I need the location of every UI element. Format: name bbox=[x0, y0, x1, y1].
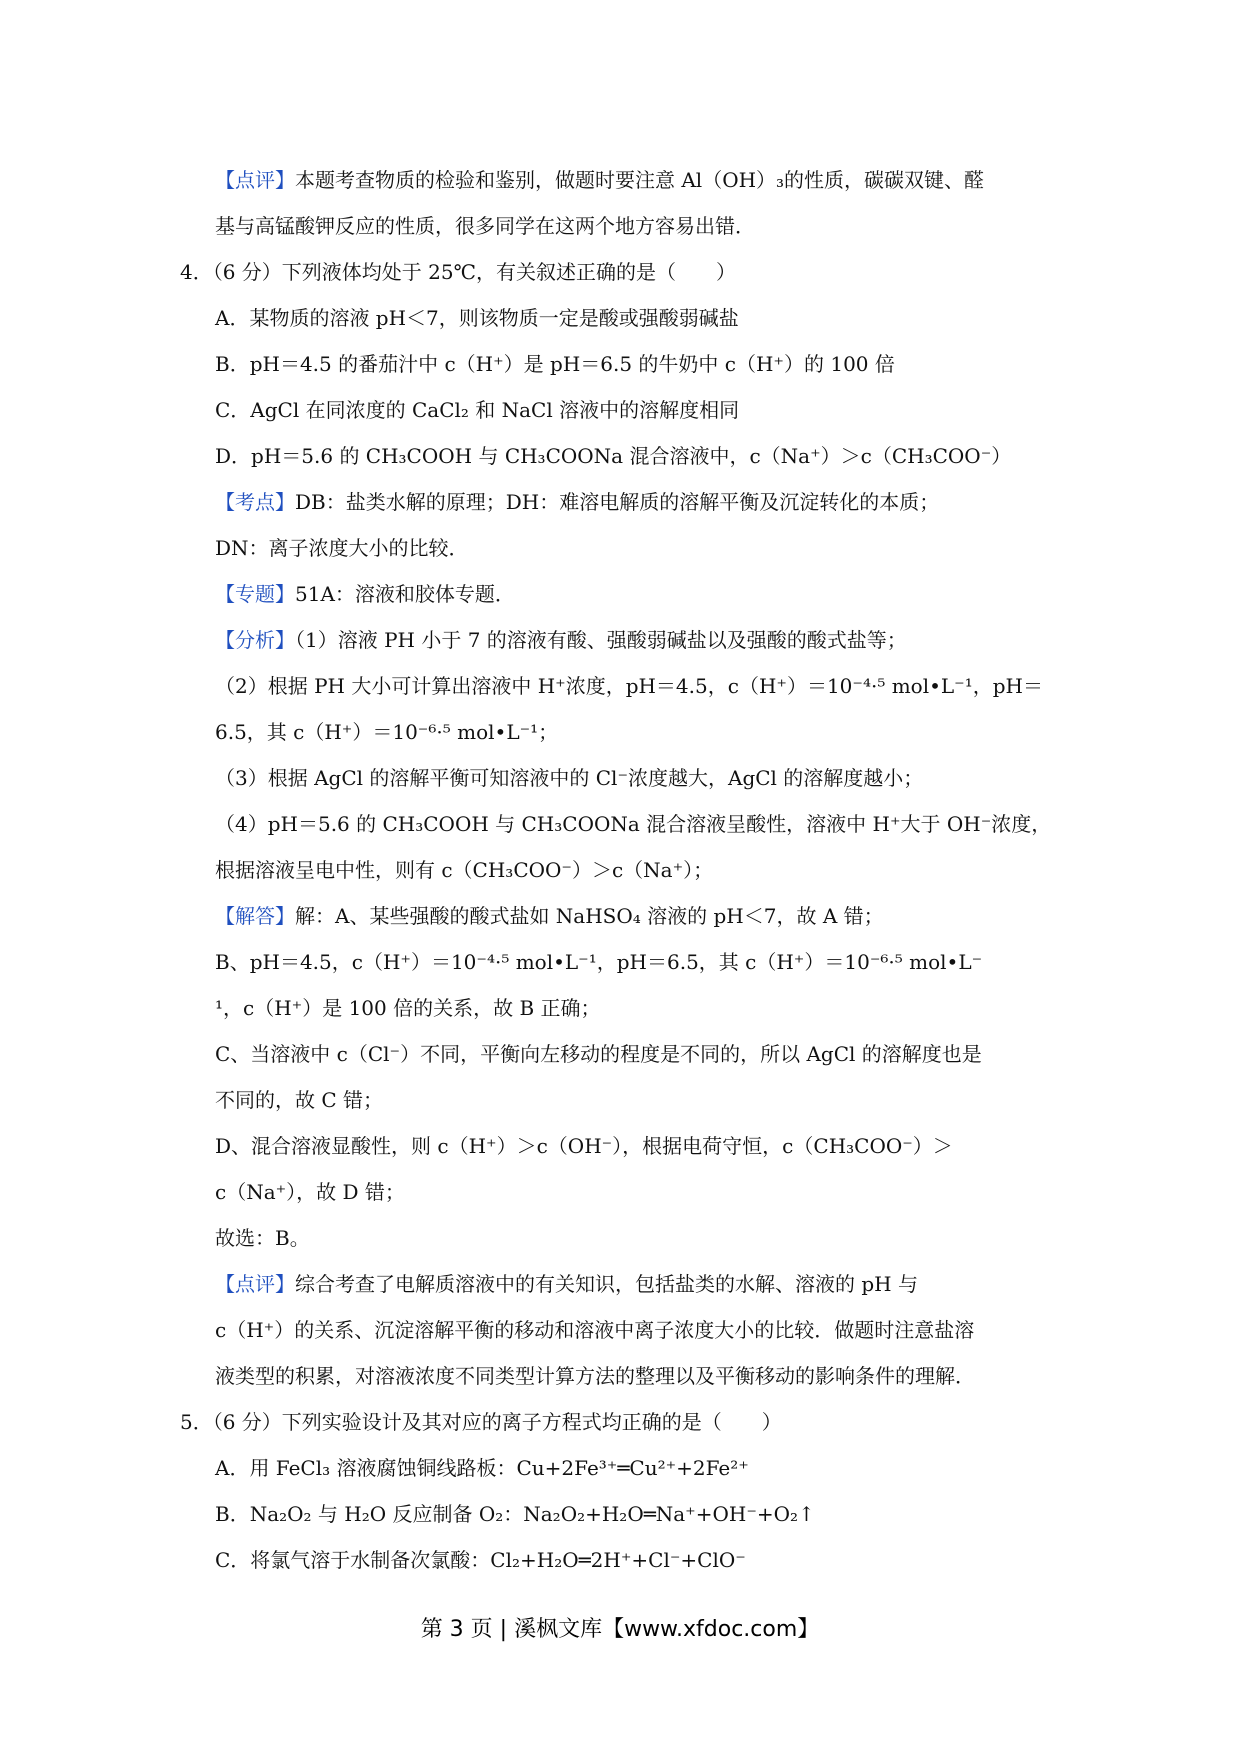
q4-fenxi-line-5: （4）pH＝5.6 的 CH₃COOH 与 CH₃COONa 混合溶液呈酸性，溶液中 H⁺大于 OH⁻浓度， bbox=[215, 812, 1052, 836]
jieda-tag: 【解答】 bbox=[215, 904, 295, 928]
dianping-text-1: 综合考查了电解质溶液中的有关知识，包括盐类的水解、溶液的 pH 与 bbox=[295, 1272, 918, 1296]
kaodian-tag: 【考点】 bbox=[215, 490, 295, 514]
prev-comment-text-1: 本题考查物质的检验和鉴别，做题时要注意 Al（OH）₃的性质，碳碳双键、醛 bbox=[295, 168, 985, 192]
q5-option-b: B．Na₂O₂ 与 H₂O 反应制备 O₂：Na₂O₂+H₂O═Na⁺+OH⁻+O₂↑ bbox=[215, 1502, 815, 1526]
q4-kaodian-line-2: DN：离子浓度大小的比较． bbox=[215, 536, 469, 560]
fenxi-text-1: （1）溶液 PH 小于 7 的溶液有酸、强酸弱碱盐以及强酸的酸式盐等； bbox=[295, 628, 907, 652]
q4-fenxi-line-2: （2）根据 PH 大小可计算出溶液中 H⁺浓度，pH＝4.5，c（H⁺）＝10⁻⁴·⁵ mol•L⁻¹，pH＝ bbox=[215, 674, 1043, 698]
jieda-text-a: 解：A、某些强酸的酸式盐如 NaHSO₄ 溶液的 pH＜7，故 A 错； bbox=[295, 904, 884, 928]
prev-comment-line-1 bbox=[215, 166, 984, 194]
q4-jieda-line-4: C、当溶液中 c（Cl⁻）不同，平衡向左移动的程度是不同的，所以 AgCl 的溶解度也是 bbox=[215, 1042, 982, 1066]
q4-kaodian-line-1 bbox=[215, 488, 939, 516]
page-footer: 第 3 页 | 溪枫文库【www.xfdoc.com】 bbox=[420, 1617, 820, 1642]
zhuanti-tag: 【专题】 bbox=[215, 582, 295, 606]
q4-option-c: C．AgCl 在同浓度的 CaCl₂ 和 NaCl 溶液中的溶解度相同 bbox=[215, 398, 740, 422]
q4-jieda-line-8: 故选：B。 bbox=[215, 1226, 310, 1250]
q4-jieda-line-3: ¹，c（H⁺）是 100 倍的关系，故 B 正确； bbox=[215, 996, 601, 1020]
q4-option-b: B．pH＝4.5 的番茄汁中 c（H⁺）是 pH＝6.5 的牛奶中 c（H⁺）的 100 倍 bbox=[215, 352, 895, 376]
dianping-tag: 【点评】 bbox=[215, 1272, 295, 1296]
q4-fenxi-line-3: 6.5，其 c（H⁺）＝10⁻⁶·⁵ mol•L⁻¹； bbox=[215, 720, 559, 744]
q5-stem: 5．（6 分）下列实验设计及其对应的离子方程式均正确的是（ ） bbox=[180, 1410, 782, 1434]
q4-dianping-line-3: 液类型的积累，对溶液浓度不同类型计算方法的整理以及平衡移动的影响条件的理解． bbox=[215, 1364, 975, 1388]
q4-fenxi-line-4: （3）根据 AgCl 的溶解平衡可知溶液中的 Cl⁻浓度越大，AgCl 的溶解度越小； bbox=[215, 766, 924, 790]
fenxi-tag: 【分析】 bbox=[215, 628, 295, 652]
q4-jieda-line-5: 不同的，故 C 错； bbox=[215, 1088, 384, 1112]
q4-jieda-line-7: c（Na⁺），故 D 错； bbox=[215, 1180, 405, 1204]
kaodian-text-1: DB：盐类水解的原理；DH：难溶电解质的溶解平衡及沉淀转化的本质； bbox=[295, 490, 940, 514]
q4-option-d: D．pH＝5.6 的 CH₃COOH 与 CH₃COONa 混合溶液中，c（Na⁺）＞c（CH₃COO⁻） bbox=[215, 444, 1012, 468]
prev-comment-line-2: 基与高锰酸钾反应的性质，很多同学在这两个地方容易出错． bbox=[215, 214, 755, 238]
q4-option-a: A．某物质的溶液 pH＜7，则该物质一定是酸或强酸弱碱盐 bbox=[215, 306, 739, 330]
q4-jieda-line-6: D、混合溶液显酸性，则 c（H⁺）＞c（OH⁻），根据电荷守恒，c（CH₃COO⁻）＞ bbox=[215, 1134, 953, 1158]
comment-tag: 【点评】 bbox=[215, 168, 295, 192]
q4-zhuanti bbox=[215, 580, 515, 608]
q4-jieda-line-1 bbox=[215, 902, 884, 930]
zhuanti-text: 51A：溶液和胶体专题． bbox=[295, 582, 515, 606]
q5-option-c: C．将氯气溶于水制备次氯酸：Cl₂+H₂O═2H⁺+Cl⁻+ClO⁻ bbox=[215, 1548, 746, 1572]
q4-stem: 4．（6 分）下列液体均处于 25℃，有关叙述正确的是（ ） bbox=[180, 260, 736, 284]
q5-option-a: A．用 FeCl₃ 溶液腐蚀铜线路板：Cu+2Fe³⁺═Cu²⁺+2Fe²⁺ bbox=[215, 1456, 749, 1480]
q4-jieda-line-2: B、pH＝4.5，c（H⁺）＝10⁻⁴·⁵ mol•L⁻¹，pH＝6.5，其 c（H⁺）＝10⁻⁶·⁵ mol•L⁻ bbox=[215, 950, 983, 974]
q4-dianping-line-2: c（H⁺）的关系、沉淀溶解平衡的移动和溶液中离子浓度大小的比较．做题时注意盐溶 bbox=[215, 1318, 975, 1342]
q4-fenxi-line-6: 根据溶液呈电中性，则有 c（CH₃COO⁻）＞c（Na⁺）； bbox=[215, 858, 714, 882]
q4-dianping-line-1 bbox=[215, 1270, 918, 1298]
q4-fenxi-line-1 bbox=[215, 626, 907, 654]
